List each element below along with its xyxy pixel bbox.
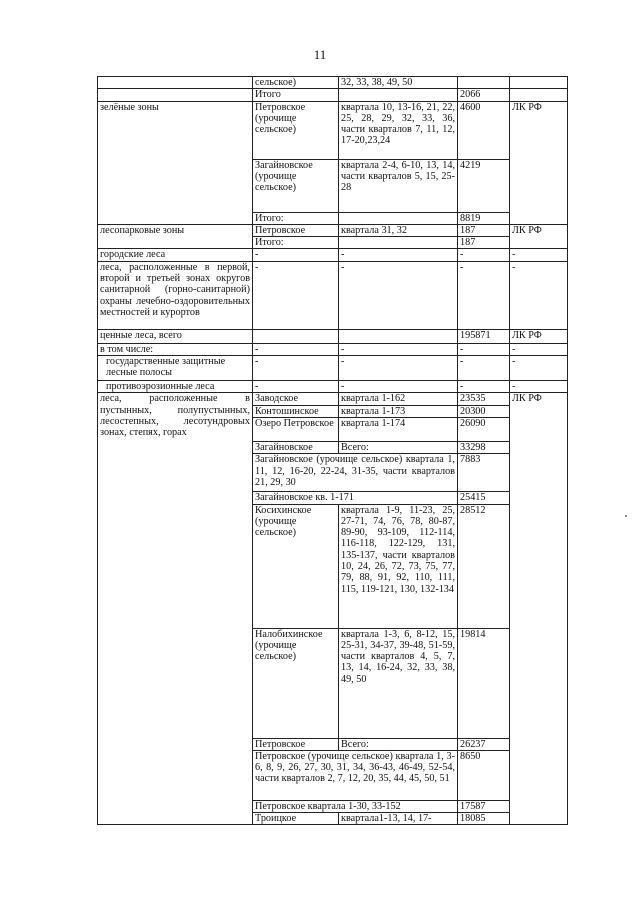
area-cell: 7883: [458, 454, 510, 492]
area-cell: 20300: [458, 405, 510, 417]
quarters-cell: Загайновское (урочище сельское) квартала 1, 11, 12, 16-20, 22-24, 31-35, части кварталов 21, 29, 30: [253, 454, 458, 492]
table-row: [98, 356, 568, 381]
forestry-cell: -: [253, 261, 339, 329]
forestry-cell: Косихинское (урочище сельское): [253, 504, 339, 628]
area-cell: 187: [458, 237, 510, 249]
area-cell: 8819: [458, 212, 510, 224]
forestry-cell: Контошинское: [253, 405, 339, 417]
forestry-cell: Озеро Петровское: [253, 417, 339, 441]
basis-cell: [510, 89, 568, 101]
quarters-cell: Всего:: [339, 738, 458, 750]
forestry-cell: Петровское (урочище сельское): [253, 101, 339, 159]
table-row: [98, 261, 568, 329]
quarters-cell: Всего:: [339, 441, 458, 453]
quarters-cell: [339, 89, 458, 101]
basis-cell: ЛК РФ: [510, 101, 568, 224]
quarters-cell: квартала 1-162: [339, 393, 458, 405]
forestry-cell: Итого: [253, 89, 339, 101]
quarters-cell: квартала 1-9, 11-23, 25, 27-71, 74, 76, 78, 80-87, 89-90, 93-109, 112-114, 116-118, 122-129, 131, 135-137, части кварталов 10, 24, 26, 72, 73, 75, 77, 79, 88, 91, 92, 110, 111, 115, 119-121, 130, 132-134: [339, 504, 458, 628]
quarters-cell: Петровское (урочище сельское) квартала 1, 3-6, 8, 9, 26, 27, 30, 31, 34, 36-43, 46-49, 52-54, части кварталов 2, 7, 12, 20, 35, 44, 45, 50, 51: [253, 750, 458, 800]
forestry-cell: Заводское: [253, 393, 339, 405]
page-number: 11: [313, 47, 327, 62]
category-cell: леса, расположенные в пустынных, полупустынных, лесостепных, лесотундровых зонах, степях, горах: [98, 393, 253, 825]
quarters-cell: Загайновское кв. 1-171: [253, 492, 458, 504]
basis-cell: ЛК РФ: [510, 393, 568, 825]
quarters-cell: [339, 237, 458, 249]
forestry-cell: -: [253, 249, 339, 261]
area-cell: 17587: [458, 800, 510, 812]
quarters-cell: квартала 31, 32: [339, 224, 458, 236]
table-row: [98, 381, 568, 393]
category-cell: [98, 77, 253, 89]
area-cell: 4600: [458, 101, 510, 159]
area-cell: [458, 77, 510, 89]
area-cell: -: [458, 356, 510, 381]
quarters-cell: -: [339, 261, 458, 329]
table-row: [98, 393, 568, 405]
forestry-cell: Загайновское: [253, 441, 339, 453]
category-cell: [98, 89, 253, 101]
area-cell: -: [458, 249, 510, 261]
quarters-cell: [339, 212, 458, 224]
forestry-cell: Троицкое: [253, 813, 339, 825]
category-cell: зелёные зоны: [98, 101, 253, 224]
basis-cell: [510, 77, 568, 89]
area-cell: 2066: [458, 89, 510, 101]
area-cell: 8650: [458, 750, 510, 800]
quarters-cell: квартала 1-3, 6, 8-12, 15, 25-31, 34-37, 39-48, 51-59, части кварталов 4, 5, 7, 13, 14, 16-24, 32, 33, 38, 49, 50: [339, 628, 458, 738]
forestry-cell: Загайновское (урочище сельское): [253, 159, 339, 212]
category-cell: противоэрозионные леса: [98, 381, 253, 393]
quarters-cell: квартала 1-174: [339, 417, 458, 441]
forest-protection-table: [97, 76, 568, 825]
basis-cell: -: [510, 381, 568, 393]
quarters-cell: -: [339, 249, 458, 261]
forestry-cell: Итого:: [253, 212, 339, 224]
basis-cell: ЛК РФ: [510, 329, 568, 343]
quarters-cell: 32, 33, 38, 49, 50: [339, 77, 458, 89]
area-cell: 33298: [458, 441, 510, 453]
forestry-cell: -: [253, 381, 339, 393]
quarters-cell: квартала 10, 13-16, 21, 22, 25, 28, 29, 32, 33, 36, части кварталов 7, 11, 12, 17-20,23,24: [339, 101, 458, 159]
quarters-cell: -: [339, 356, 458, 381]
forestry-cell: Итого:: [253, 237, 339, 249]
quarters-cell: -: [339, 343, 458, 355]
forestry-cell: сельское): [253, 77, 339, 89]
category-cell: леса, расположенные в первой, второй и третьей зонах округов санитарной (горно-санитарной) охраны лечебно-оздоровительных местностей и курортов: [98, 261, 253, 329]
forestry-cell: Налобихинское (урочище сельское): [253, 628, 339, 738]
forestry-cell: -: [253, 343, 339, 355]
area-cell: 195871: [458, 329, 510, 343]
category-cell: в том числе:: [98, 343, 253, 355]
table-row: [98, 77, 568, 89]
area-cell: 25415: [458, 492, 510, 504]
area-cell: 18085: [458, 813, 510, 825]
basis-cell: ЛК РФ: [510, 224, 568, 249]
area-cell: 19814: [458, 628, 510, 738]
scan-speck: [625, 515, 627, 517]
forestry-cell: Петровское: [253, 738, 339, 750]
table-row: [98, 329, 568, 343]
area-cell: -: [458, 381, 510, 393]
quarters-cell: квартала 2-4, 6-10, 13, 14, части кварталов 5, 15, 25-28: [339, 159, 458, 212]
area-cell: 26090: [458, 417, 510, 441]
category-cell: лесопарковые зоны: [98, 224, 253, 249]
forestry-cell: -: [253, 356, 339, 381]
area-cell: 4219: [458, 159, 510, 212]
table-row: [98, 224, 568, 236]
category-cell: ценные леса, всего: [98, 329, 253, 343]
basis-cell: -: [510, 343, 568, 355]
area-cell: -: [458, 261, 510, 329]
basis-cell: -: [510, 261, 568, 329]
area-cell: -: [458, 343, 510, 355]
table-row: [98, 101, 568, 159]
quarters-cell: Петровское квартала 1-30, 33-152: [253, 800, 458, 812]
quarters-cell: квартала 1-173: [339, 405, 458, 417]
forestry-cell: [253, 329, 339, 343]
area-cell: 23535: [458, 393, 510, 405]
area-cell: 187: [458, 224, 510, 236]
table-row: [98, 343, 568, 355]
table-row: [98, 249, 568, 261]
quarters-cell: [339, 329, 458, 343]
forestry-cell: Петровское: [253, 224, 339, 236]
category-cell: государственные защитные лесные полосы: [98, 356, 253, 381]
quarters-cell: -: [339, 381, 458, 393]
basis-cell: -: [510, 249, 568, 261]
table-row: [98, 89, 568, 101]
basis-cell: -: [510, 356, 568, 381]
category-cell: городские леса: [98, 249, 253, 261]
area-cell: 26237: [458, 738, 510, 750]
quarters-cell: квартала1-13, 14, 17-: [339, 813, 458, 825]
area-cell: 28512: [458, 504, 510, 628]
